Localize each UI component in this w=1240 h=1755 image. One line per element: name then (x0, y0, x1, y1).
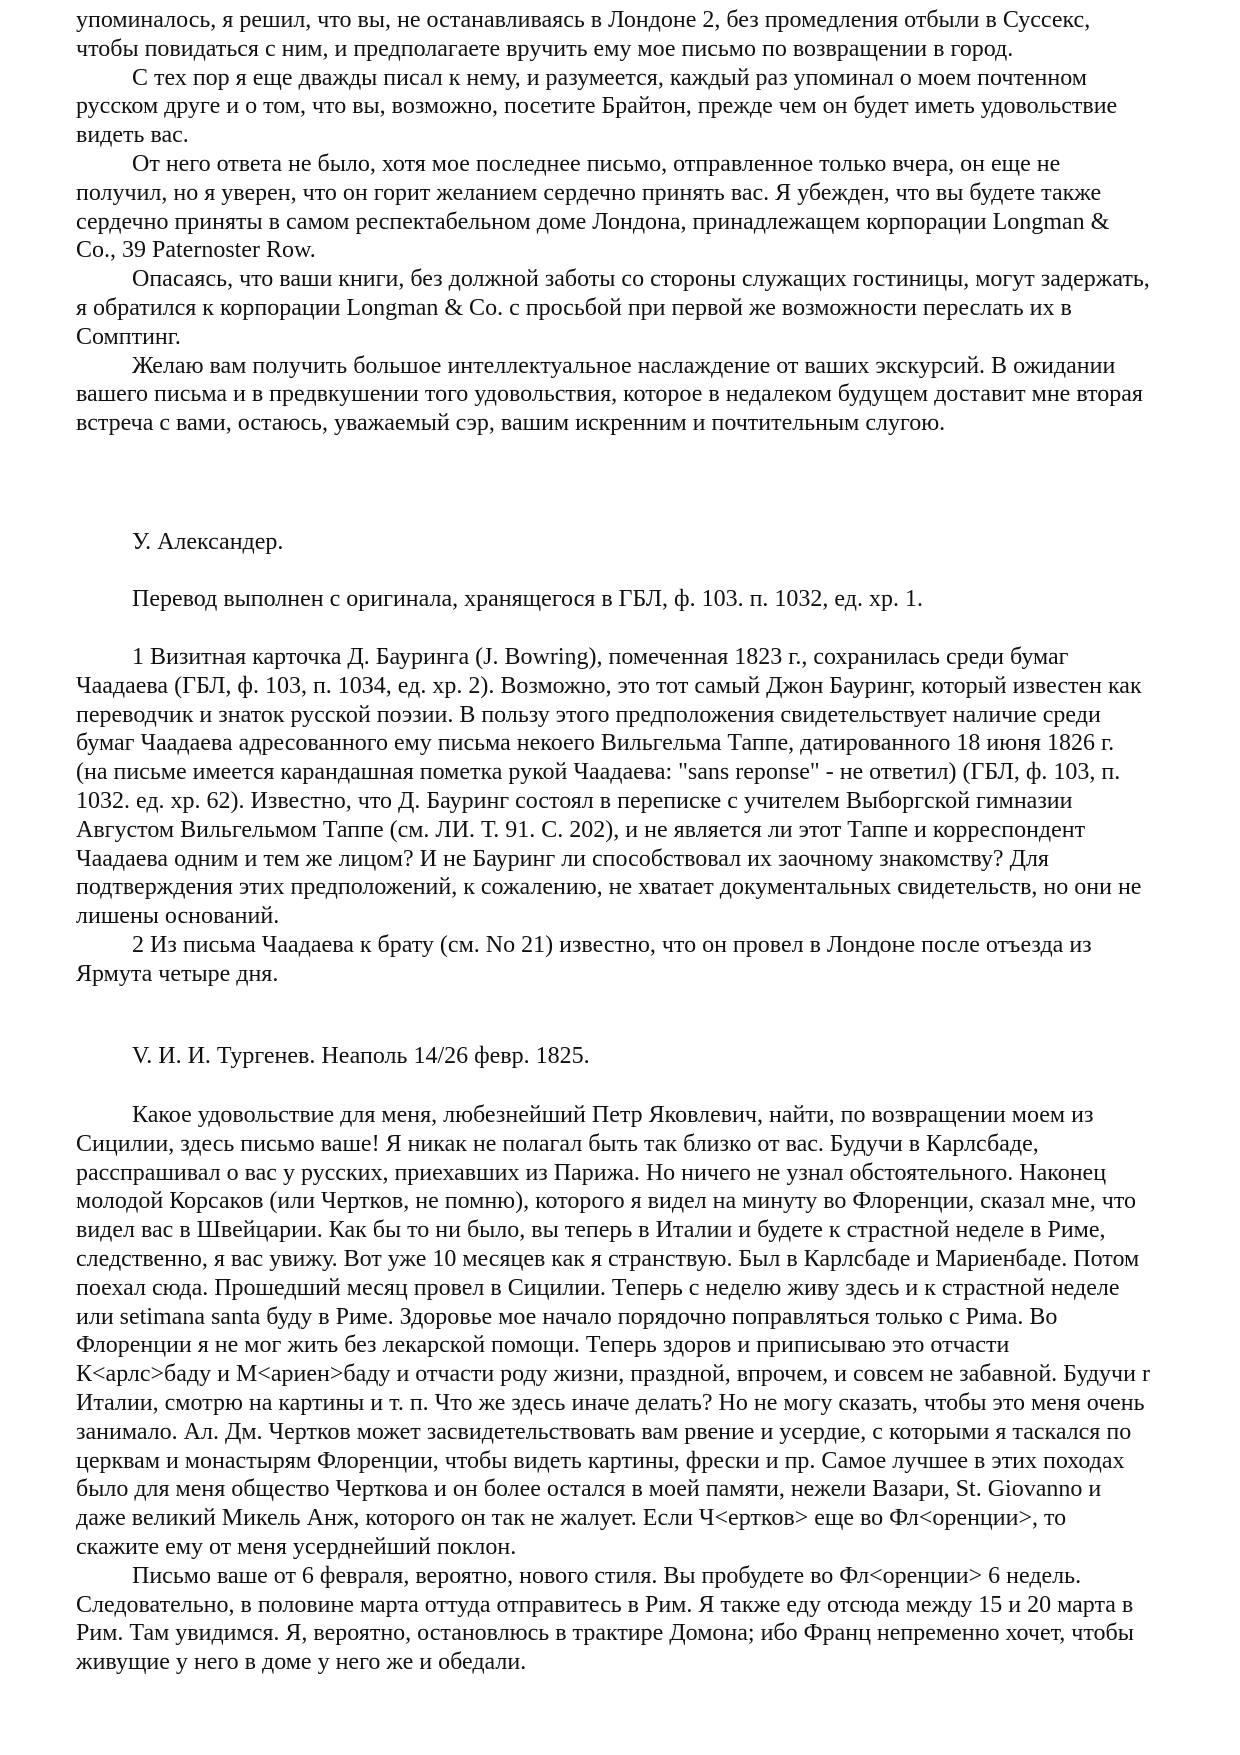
translation-note (76, 585, 1206, 614)
letter-continued (76, 6, 1206, 438)
signature-text: У. Александер. (132, 529, 284, 555)
text-line: бумаг Чаадаева адресованного ему письма некоего Вильгельма Таппе, датированного 18 июня 1826 г. (76, 730, 1115, 757)
footnotes (76, 643, 1206, 989)
text-line: Чаадаева одним и тем же лицом? И не Бауринг ли способствовал их заочному знакомству? Для (76, 845, 1049, 872)
text-line: молодой Корсаков (или Чертков, не помню), которого я видел на минуту во Флоренции, сказал мне, что (76, 1188, 1137, 1215)
text-line: (на письме имеется карандашная пометка рукой Чаадаева: "sans reponse" - не ответил) (ГБЛ, ф. 103, п. (76, 759, 1121, 786)
signature (76, 528, 1206, 557)
text-line: видел вас в Швейцарии. Как бы то ни было, вы теперь в Италии и будете к страстной неделе в Риме, (76, 1217, 1106, 1244)
paragraph (76, 352, 1206, 438)
paragraph (76, 643, 1206, 931)
text-line: От него ответа не было, хотя мое последнее письмо, отправленное только вчера, он еще не (132, 150, 1061, 177)
text-line: Опасаясь, что ваши книги, без должной заботы со стороны служащих гостиницы, могут задержать, (132, 266, 1150, 293)
text-line: Флоренции я не мог жить без лекарской помощи. Теперь здоров и приписываю это отчасти (76, 1332, 1010, 1359)
text-line: 1 Визитная карточка Д. Бауринга (J. Bowring), помеченная 1823 г., сохранилась среди бумаг (132, 644, 1069, 670)
text-line: переводчик и знаток русской поэзии. В пользу этого предположения свидетельствует наличие среди (76, 701, 1101, 728)
text-line: упоминалось, я решил, что вы, не останавливаясь в Лондоне 2, без промедления отбыли в Суссекс, (76, 7, 1091, 33)
text-line: даже великий Микель Анж, которого он так не жалует. Если Ч<ертков> еще во Фл<оренции>, то (76, 1505, 1067, 1532)
text-line: занимало. Ал. Дм. Чертков может засвидетельствовать вам рвение и усердие, с которыми я таскался по (76, 1418, 1132, 1445)
text-line: Рим. Там увидимся. Я, вероятно, остановлюсь в трактире Домона; ибо Франц непременно хочет, чтобы (76, 1620, 1134, 1647)
text-line: Ярмута четыре дня. (76, 960, 279, 987)
text-line: 2 Из письма Чаадаева к брату (см. No 21) известно, что он провел в Лондоне после отъезда из (132, 931, 1092, 958)
text-line: было для меня общество Черткова и он более остался в моей памяти, нежели Вазари, St. Giovanno и (76, 1476, 1102, 1503)
text-line: я обратился к корпорации Longman & Co. с просьбой при первой же возможности переслать их в (76, 294, 1072, 321)
text-line: К<арлс>баду и М<ариен>баду и отчасти роду жизни, праздной, впрочем, и совсем не забавной. Будучи r (76, 1361, 1150, 1388)
paragraph (76, 150, 1206, 265)
text-line: лишены оснований. (76, 903, 280, 930)
text-line: скажите ему от меня усерднейший поклон. (76, 1533, 517, 1560)
translation-note-text: Перевод выполнен с оригинала, хранящегося в ГБЛ, ф. 103. п. 1032, ед. хр. 1. (132, 586, 923, 612)
text-line: Сомптинг. (76, 323, 181, 350)
text-line: Письмо ваше от 6 февраля, вероятно, нового стиля. Вы пробудете во Фл<оренции> 6 недель. (132, 1562, 1082, 1589)
text-line: Какое удовольствие для меня, любезнейший Петр Яковлевич, найти, по возвращении моем из (132, 1102, 1094, 1128)
text-line: поехал сюда. Прошедший месяц провел в Сицилии. Теперь с неделю живу здесь и к страстной неделе (76, 1274, 1120, 1301)
text-line: Сицилии, здесь письмо ваше! Я никак не полагал быть так близко от вас. Будучи в Карлсбаде, (76, 1130, 1039, 1157)
text-line: 1032. ед. хр. 62). Известно, что Д. Бауринг состоял в переписке с учителем Выборгской гимназии (76, 787, 1073, 814)
text-line: видеть вас. (76, 122, 189, 149)
paragraph (76, 931, 1206, 989)
text-line: живущие у него в доме у него же и обедали. (76, 1649, 527, 1676)
next-letter (76, 1101, 1206, 1677)
text-line: встреча с вами, остаюсь, уважаемый сэр, вашим искренним и почтительным слугою. (76, 410, 946, 437)
text-line: чтобы повидаться с ним, и предполагаете вручить ему мое письмо по возвращении в город. (76, 35, 1014, 62)
text-line: вашего письма и в предвкушении того удовольствия, которое в недалеком будущем доставит мне вторая (76, 381, 1143, 408)
text-line: Следовательно, в половине марта оттуда отправитесь в Рим. Я также еду отсюда между 15 и 20 марта в (76, 1591, 1134, 1618)
paragraph (76, 1562, 1206, 1677)
text-line: С тех пор я еще дважды писал к нему, и разумеется, каждый раз упоминал о моем почтенном (132, 64, 1087, 91)
text-line: церквам и монастырям Флоренции, чтобы видеть картины, фрески и пр. Самое лучшее в этих походах (76, 1447, 1125, 1474)
text-line: подтверждения этих предположений, к сожалению, не хватает документальных свидетельств, но они не (76, 874, 1142, 901)
text-line: сердечно приняты в самом респектабельном доме Лондона, принадлежащем корпорации Longman & (76, 208, 1110, 235)
next-letter-heading (76, 1042, 1206, 1071)
next-letter-heading-text: V. И. И. Тургенев. Неаполь 14/26 февр. 1825. (132, 1043, 590, 1069)
text-line: или setimana santa буду в Риме. Здоровье мое начало порядочно поправляться только с Рима. Во (76, 1303, 1058, 1330)
text-line: Co., 39 Paternoster Row. (76, 237, 316, 264)
text-line: русском друге и о том, что вы, возможно, посетите Брайтон, прежде чем он будет иметь удовольствие (76, 93, 1118, 120)
text-line: Чаадаева (ГБЛ, ф. 103, п. 1034, ед. хр. 2). Возможно, это тот самый Джон Бауринг, который известен как (76, 672, 1142, 699)
paragraph (76, 265, 1206, 351)
paragraph (76, 6, 1206, 64)
text-line: получил, но я уверен, что он горит желанием сердечно принять вас. Я убежден, что вы будете также (76, 179, 1102, 206)
text-line: следственно, я вас увижу. Вот уже 10 месяцев как я странствую. Был в Карлсбаде и Мариенбаде. Потом (76, 1245, 1140, 1272)
paragraph (76, 1101, 1206, 1562)
text-line: Желаю вам получить большое интеллектуальное наслаждение от ваших экскурсий. В ожидании (132, 352, 1116, 379)
paragraph (76, 64, 1206, 150)
text-line: расспрашивал о вас у русских, приехавших из Парижа. Но ничего не узнал обстоятельного. Наконец (76, 1159, 1107, 1186)
text-line: Италии, смотрю на картины и т. п. Что же здесь иначе делать? Но не могу сказать, чтобы это меня очень (76, 1389, 1145, 1416)
text-line: Августом Вильгельмом Таппе (см. ЛИ. Т. 91. С. 202), и не является ли этот Таппе и корреспондент (76, 816, 1086, 843)
